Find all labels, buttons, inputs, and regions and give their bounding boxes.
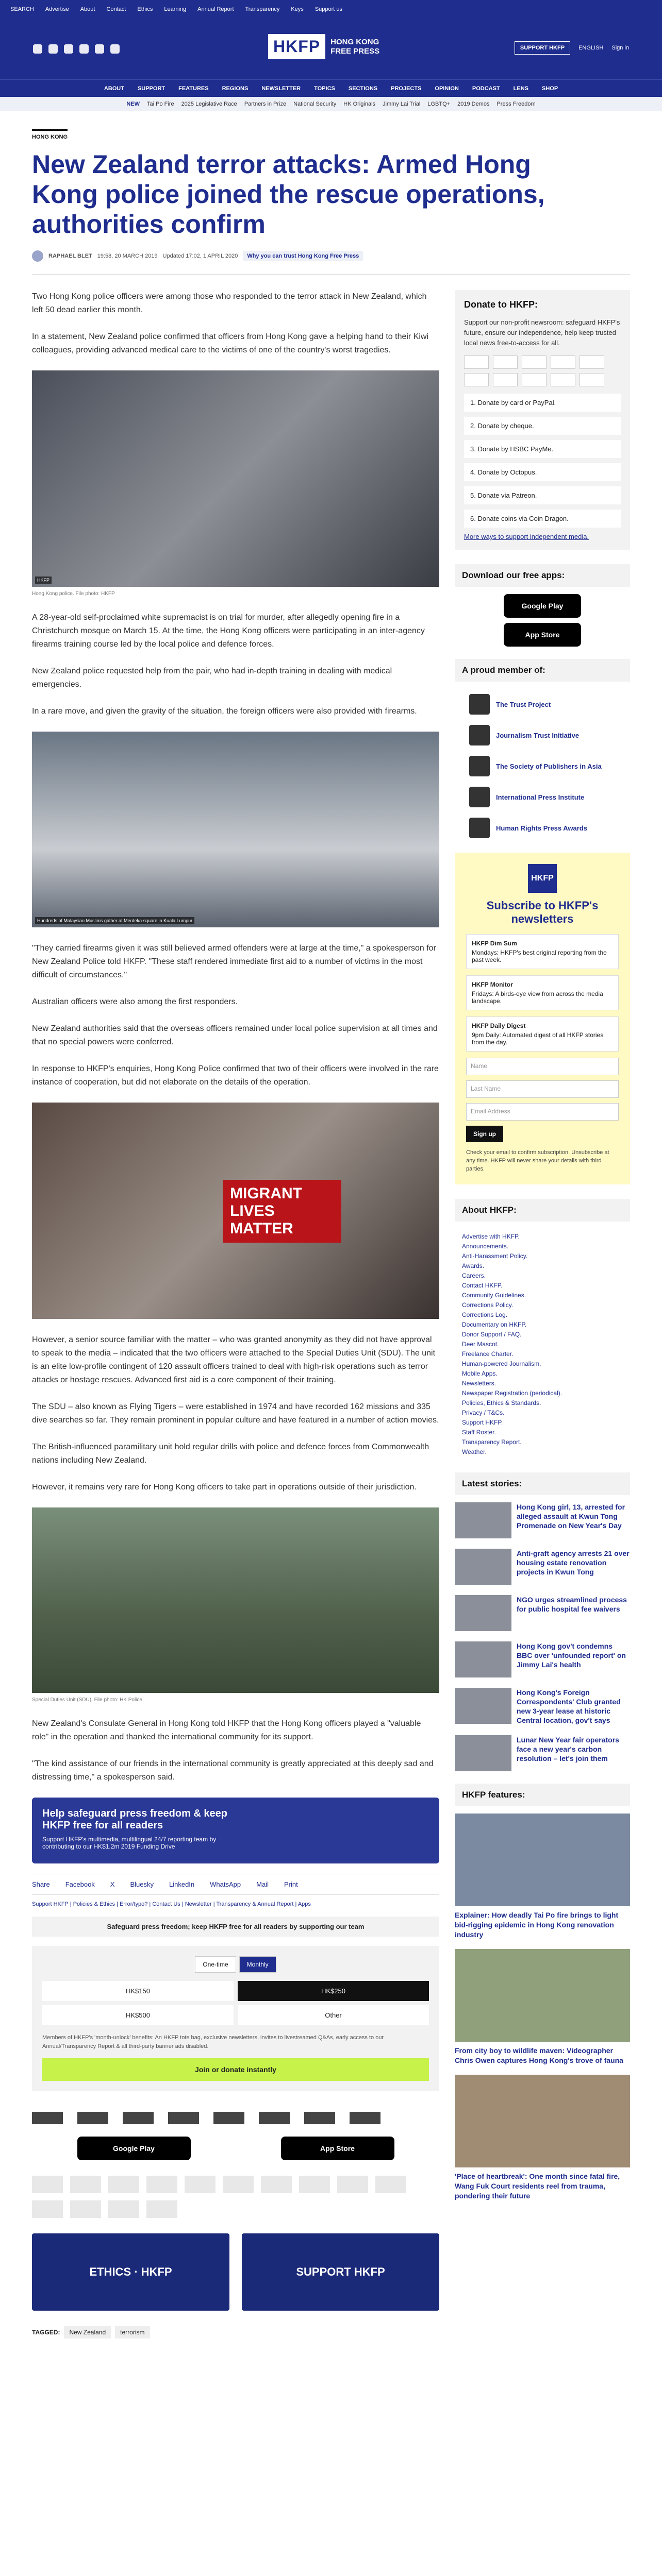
payment-icons [464,355,621,386]
masthead [0,19,662,79]
mastercard-icon [32,2176,63,2193]
bluesky-share[interactable]: Bluesky [130,1880,154,1888]
sdu-photo [32,1507,439,1693]
features-heading: HKFP features: [455,1784,630,1806]
support-links[interactable]: Support HKFP | Policies & Ethics | Error/typo? | Contact Us | Newsletter | Transparency & Annual Report | Apps [32,1901,311,1907]
photo-caption: Special Duties Unit (SDU). File photo: HK Police. [32,1697,144,1703]
trending-link[interactable]: HK Originals [343,101,376,107]
amex-icon [70,2176,101,2193]
article-body [32,290,439,2338]
gpay-icon [108,2200,139,2218]
paragraph: However, a senior source familiar with the matter – who was granted anonymity as they did not have approval to speak to the media – indicated that the two officers were attached to the Special Duties Unit (SDU). The unit is an elite low-profile contingent of 120 assault officers trained to deal with high-risk operations such as terror attacks or hostage rescues. Advanced first aid is a core component of their training. [32,1335,436,1384]
unionpay-icon [580,355,604,369]
photo-caption: Hong Kong police. File photo: HKFP [32,591,115,597]
patreon-icon [580,373,604,386]
paragraph: "The kind assistance of our friends in the international community is greatly appreciated at this deeply sad and distressing time," a spokesperson said. [32,1759,434,1782]
social-icons [33,44,120,54]
donate-option[interactable]: 6. Donate coins via Coin Dragon. [464,510,621,528]
paragraph: New Zealand's Consulate General in Hong Kong told HKFP that the Hong Kong officers played a "valuable role" in the operation and thanked the international community for its support. [32,1719,421,1741]
main-nav [0,79,662,97]
whatsapp-share[interactable]: WhatsApp [210,1880,241,1888]
newsletter-box: HKFP Subscribe to HKFP's newsletters HKFP Dim Sum Mondays: HKFP's best original reporting from the past week. HKFP Monitor Fridays: A birds-eye view from across the media landscape. HKFP Daily Digest 9pm Daily: Automated digest of all HKFP stories from the day. Name Last Name Email Address Sign up Check your email to confirm subscription. Unsubscribe at any time. HKFP will never share your details with third parties. [455,853,630,1184]
sopa-logo [123,2112,154,2124]
donate-option[interactable]: 4. Donate by Octopus. [464,463,621,481]
paypal-icon [464,373,489,386]
feature-item[interactable]: Explainer: How deadly Tai Po fire brings to light bid-rigging epidemic in Hong Kong renovation industry [455,1814,630,1940]
jti-logo [469,725,490,745]
amount-option[interactable]: HK$500 [42,2005,234,2025]
nav-item[interactable]: SHOP [541,85,558,92]
x-icon[interactable] [48,44,58,54]
nav-item[interactable]: REGIONS [222,85,249,92]
donate-option[interactable]: 1. Donate by card or PayPal. [464,394,621,412]
visa-icon [522,355,547,369]
paragraph: In a rare move, and given the gravity of the situation, the foreign officers were also provided with firearms. [32,707,417,716]
member-logo [259,2112,290,2124]
nav-item[interactable]: PROJECTS [391,85,422,92]
donate-submit-button[interactable]: Join or donate instantly [42,2058,429,2081]
crowd-photo: Hundreds of Malaysian Muslims gather at Merdeka square in Kuala Lumpur [32,732,439,927]
hrpa-logo [469,818,490,838]
nav-item[interactable]: LENS [513,85,528,92]
donate-option[interactable]: 5. Donate via Patreon. [464,486,621,504]
applepay-icon [146,2200,177,2218]
nav-item[interactable]: SUPPORT [137,85,166,92]
trending-link[interactable]: Jimmy Lai Trial [383,101,421,107]
amex-icon [146,2176,177,2193]
payment-icons [32,2176,439,2218]
more-ways-link[interactable]: More ways to support independent media. [464,533,589,540]
sopa-logo [469,756,490,776]
email-field[interactable]: Email Address [466,1103,619,1121]
paypal-icon [375,2176,406,2193]
donate-widget: One-time Monthly HK$150 HK$250 HK$500 Other Members of HKFP's 'month-unlock' benefits: An HKFP tote bag, exclusive newsletters, invites to livestreamed Q&As, early access to our Annual/Transparency Report & all third-party banner ads disabled. Join or donate instantly [32,1946,439,2091]
site-logo[interactable]: HKFP HONG KONG FREE PRESS [268,34,379,59]
payme-icon [261,2176,292,2193]
feature-item[interactable]: 'Place of heartbreak': One month since fatal fire, Wang Fuk Court residents reel from trauma, pondering their future [455,2075,630,2201]
rss-icon[interactable] [110,44,120,54]
freq-one-time[interactable]: One-time [195,1956,236,1973]
member-logo [304,2112,335,2124]
paragraph: The British-influenced paramilitary unit hold regular drills with police and defence forces from Commonwealth nations including New Zealand. [32,1443,429,1465]
trending-link[interactable]: LGBTQ+ [427,101,451,107]
freq-monthly[interactable]: Monthly [239,1956,276,1973]
last-name-field[interactable]: Last Name [466,1080,619,1098]
trending-link[interactable]: 2025 Legislative Race [181,101,237,107]
donate-box: Donate to HKFP: Support our non-profit newsroom: safeguard HKFP's future, ensure our independence, help keep trusted local news free-to-access for all. 1. Donate by card or PayPal. 2. Donate by cheque. 3. Donate by HSBC PayMe. 4. Donate by Octopus. 5. Donate via Patreon. 6. Donate coins via Coin Dragon. More ways to support independent media. [455,290,630,550]
trust-project-logo [32,2112,63,2124]
print-button[interactable]: Print [284,1880,298,1888]
police-photo: HKFP [32,370,439,587]
donate-option[interactable]: 3. Donate by HSBC PayMe. [464,440,621,458]
amex-icon [493,355,518,369]
topbar-link[interactable]: Annual Report [197,6,234,12]
topbar-link[interactable]: Transparency [245,6,280,12]
story-item[interactable]: NGO urges streamlined process for public hospital fee waivers [455,1595,630,1631]
octopus-icon [299,2176,330,2193]
latest-heading: Latest stories: [455,1472,630,1495]
app-store-button[interactable]: App Store [504,623,581,647]
mail-share[interactable]: Mail [256,1880,269,1888]
story-item[interactable]: Lunar New Year fair operators face a new year's carbon resolution – let's join them [455,1735,630,1771]
app-store-button[interactable]: App Store [281,2137,394,2160]
google-play-button[interactable]: Google Play [504,594,581,618]
nav-item[interactable]: TOPICS [314,85,335,92]
language-link[interactable]: ENGLISH [578,45,604,51]
trending-link[interactable]: 2019 Demos [457,101,490,107]
paragraph: "They carried firearms given it was still believed armed offenders were at large at the time," a spokesperson for New Zealand Police told HKFP. "These staff rendered immediate first aid to a number of victims in the most difficult of circumstances." [32,944,436,979]
mail-icon[interactable] [95,44,104,54]
paragraph: However, it remains very rare for Hong Kong officers to take part in operations outside of their jurisdiction. [32,1483,417,1492]
article-title: New Zealand terror attacks: Armed Hong Kong police joined the rescue operations, authorities confirm [32,150,545,239]
google-play-button[interactable]: Google Play [77,2137,191,2160]
member-item[interactable]: The Trust Project [455,689,630,720]
ipi-logo [77,2112,108,2124]
nav-item[interactable]: SECTIONS [348,85,378,92]
paragraph: In a statement, New Zealand police confirmed that officers from Hong Kong gave a helping hand to their Kiwi colleagues, providing advanced medical care to the victims of one of the country's worst tragedies. [32,332,429,354]
hrpa-logo [213,2112,244,2124]
amount-option[interactable]: HK$150 [42,1981,234,2001]
name-field[interactable]: Name [466,1058,619,1075]
patreon-icon [337,2176,368,2193]
mastercard-icon [464,355,489,369]
funding-promo-banner[interactable]: Help safeguard press freedom & keep HKFP free for all readers Support HKFP's multimedia, multilingual 24/7 reporting team by contributing to our HK$1.2m 2019 Funding Drive [32,1798,439,1863]
updated-date: Updated 17:02, 1 APRIL 2020 [162,253,238,259]
topbar-link[interactable]: Support us [315,6,343,12]
newsletter-option[interactable]: HKFP Daily Digest 9pm Daily: Automated digest of all HKFP stories from the day. [466,1016,619,1052]
paragraph: In response to HKFP's enquiries, Hong Kong Police confirmed that two of their officers were involved in the rare instance of cooperation, but did not elaborate on the details of the operation. [32,1064,439,1087]
signin-link[interactable]: Sign in [611,45,629,51]
member-item[interactable]: The Society of Publishers in Asia [455,751,630,782]
amount-option[interactable]: HK$250 [238,1981,429,2001]
partner-logos [32,2112,439,2124]
payme-icon [551,373,575,386]
paragraph: New Zealand police requested help from the pair, who had in-depth training in dealing with medical emergencies. [32,667,392,689]
wechat-icon [70,2200,101,2218]
topbar-link[interactable]: Advertise [45,6,69,12]
signup-button[interactable]: Sign up [466,1126,503,1142]
tags: TAGGED: New Zealand terrorism [32,2326,439,2338]
ipi-logo [469,787,490,807]
visa-icon [108,2176,139,2193]
trust-project-logo [469,694,490,715]
x-share[interactable]: X [110,1880,115,1888]
author-avatar [32,250,43,262]
paragraph: The SDU – also known as Flying Tigers – were established in 1974 and have recorded 162 missions and 335 dive searches so far. They remain prominent in popular culture and have featured in a number of action movies. [32,1402,439,1425]
support-button[interactable]: SUPPORT HKFP [515,41,570,55]
nav-item[interactable]: OPINION [435,85,459,92]
member-item[interactable]: Journalism Trust Initiative [455,720,630,751]
facebook-share[interactable]: Facebook [65,1880,95,1888]
newsletter-option[interactable]: HKFP Dim Sum Mondays: HKFP's best original reporting from the past week. [466,934,619,969]
hkfp-logo: HKFP [528,864,557,893]
about-heading: About HKFP: [455,1199,630,1222]
share-bar [32,1874,439,1895]
nav-item[interactable]: PODCAST [472,85,500,92]
support-ad[interactable]: SUPPORT HKFP [242,2233,439,2311]
category-label[interactable]: HONG KONG [32,129,68,140]
trending-link[interactable]: Tai Po Fire [146,101,174,107]
story-item[interactable]: Hong Kong gov't condemns BBC over 'unfounded report' on Jimmy Lai's health [455,1641,630,1677]
share-label: Share [32,1880,50,1888]
member-logo [350,2112,380,2124]
nav-item[interactable]: FEATURES [178,85,209,92]
feature-item[interactable]: From city boy to wildlife maven: Videographer Chris Owen captures Hong Kong's trove of fauna [455,1949,630,2065]
apps-heading: Download our free apps: [455,564,630,587]
protest-photo [32,1103,439,1319]
member-heading: A proud member of: [455,659,630,682]
trending-link[interactable]: Partners in Prize [244,101,287,107]
nav-item[interactable]: ABOUT [104,85,124,92]
topbar-link[interactable]: Ethics [137,6,153,12]
paragraph: Australian officers were also among the first responders. [32,997,238,1006]
protest-sign: MIGRANT LIVES MATTER [223,1180,341,1243]
publish-date: 19:58, 20 MARCH 2019 [97,253,158,259]
member-item[interactable]: International Press Institute [455,782,630,812]
topbar-link[interactable]: Learning [164,6,187,12]
tag-link[interactable]: New Zealand [64,2326,111,2338]
newsletter-option[interactable]: HKFP Monitor Fridays: A birds-eye view from across the media landscape. [466,975,619,1010]
story-item[interactable]: Hong Kong girl, 13, arrested for alleged assault at Kwun Tong Promenade on New Year's Day [455,1502,630,1538]
gpay-icon [493,373,518,386]
paragraph: Two Hong Kong police officers were among those who responded to the terror attack in New Zealand, which left 50 dead earlier this month. [32,292,427,314]
story-item[interactable]: Hong Kong's Foreign Correspondents' Club granted new 3-year lease at historic Central location, gov't says [455,1688,630,1725]
applepay-icon [522,373,547,386]
member-item[interactable]: Human Rights Press Awards [455,812,630,843]
byline [32,250,630,262]
trust-link[interactable]: Why you can trust Hong Kong Free Press [243,251,363,261]
topbar-link[interactable]: Contact [106,6,126,12]
jti-logo [168,2112,199,2124]
tag-link[interactable]: terrorism [115,2326,150,2338]
topbar-link[interactable]: About [80,6,95,12]
jcb-icon [185,2176,216,2193]
paragraph: New Zealand authorities said that the overseas officers remained under local police supervision at all times and that no special powers were conferred. [32,1024,438,1046]
sidebar [455,290,630,2338]
story-item[interactable]: Anti-graft agency arrests 21 over housing estate renovation projects in Kwun Tong [455,1549,630,1585]
instagram-icon[interactable] [64,44,73,54]
author-name[interactable]: RAPHAEL BLET [48,253,92,259]
trending-link[interactable]: Press Freedom [496,101,536,107]
amount-option[interactable]: Other [238,2005,429,2025]
ethics-ad[interactable]: ETHICS · HKFP [32,2233,229,2311]
nav-item[interactable]: NEWSLETTER [261,85,301,92]
trending-bar: NEW Tai Po Fire 2025 Legislative Race Partners in Prize National Security HK Originals Jimmy Lai Trial LGBTQ+ 2019 Demos Press Freedom [0,97,662,111]
trending-link[interactable]: National Security [293,101,337,107]
unionpay-icon [223,2176,254,2193]
facebook-icon[interactable] [33,44,42,54]
topbar-link[interactable]: Keys [291,6,304,12]
linkedin-share[interactable]: LinkedIn [169,1880,195,1888]
about-links[interactable]: Advertise with HKFP. Announcements. Anti-Harassment Policy. Awards. Careers. Contact HKFP. Community Guidelines. Corrections Policy. Corrections Log. Documentary on HKFP. Donor Support / FAQ. Deer Mascot. Freelance Charter. Human-powered Journalism. Mobile Apps. Newsletters. Newspaper Registration (periodical). Policies, Ethics & Standards. Privacy / T&Cs. Support HKFP. Staff Roster. Transparency Report. Weather. [462,1233,562,1455]
search-link[interactable]: SEARCH [10,6,34,12]
top-utility-bar [0,0,662,19]
paragraph: A 28-year-old self-proclaimed white supremacist is on trial for murder, after allegedly opening fire in a Christchurch mosque on March 15. At the time, the Hong Kong officers were participating in an inter-agency firearms training course led by the local police and defence forces. [32,613,425,649]
safeguard-bar: Safeguard press freedom; keep HKFP free for all readers by supporting our team [32,1917,439,1937]
donate-option[interactable]: 2. Donate by cheque. [464,417,621,435]
jcb-icon [551,355,575,369]
youtube-icon[interactable] [79,44,89,54]
alipay-icon [32,2200,63,2218]
